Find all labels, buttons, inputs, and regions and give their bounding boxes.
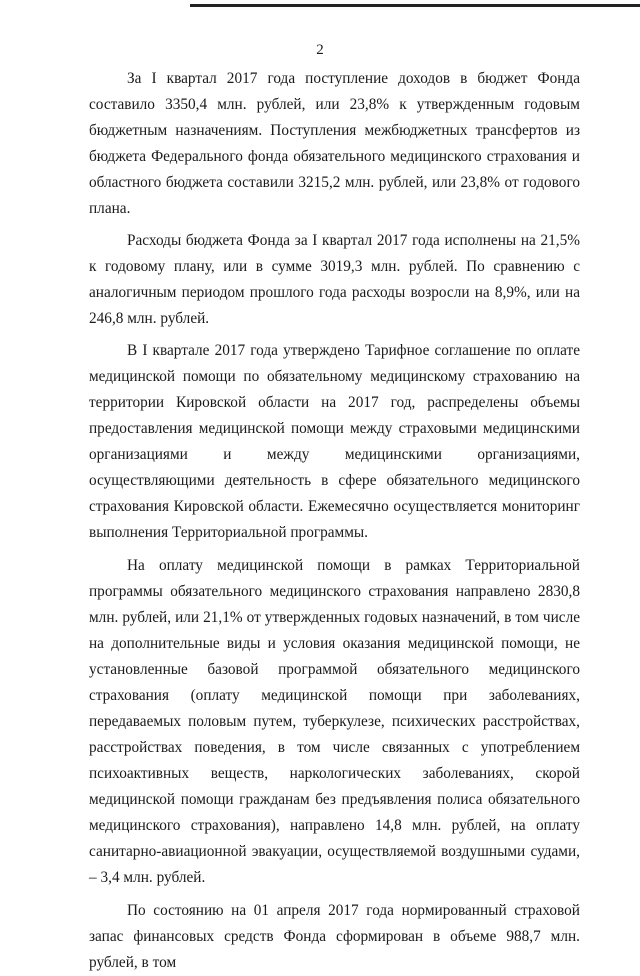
paragraph-medical-payment: На оплату медицинской помощи в рамках Территориальной программы обязательного медицинского страхования направлено 2830,8 млн. рублей, или 21,1% от утвержденных годовых назначений, в том числе на дополнительные виды и условия оказания медицинской помощи, не установленные базовой программой обязательного медицинского страхования (оплату медицинской помощи при заболеваниях, передаваемых половым путем, туберкулезе, психических расстройствах, расстройствах поведения, в том числе связанных с употреблением психоактивных веществ, наркологических заболеваниях, скорой медицинской помощи гражданам без предъявления полиса обязательного медицинского страхования), направлено 14,8 млн. рублей, на оплату санитарно-авиационной эвакуации, осуществляемой воздушными судами, – 3,4 млн. рублей.	[89, 557, 580, 886]
paragraph-expenses: Расходы бюджета Фонда за I квартал 2017 года исполнены на 21,5% к годовому плану, или в сумме 3019,3 млн. рублей. По сравнению с аналогичным периодом прошлого года расходы возросли на 8,9%, или на 246,8 млн. рублей.	[89, 232, 580, 327]
document-body	[89, 66, 580, 976]
top-border-line	[190, 4, 640, 7]
paragraph-tariff-agreement: В I квартале 2017 года утверждено Тарифное соглашение по оплате медицинской помощи по обязательному медицинскому страхованию на территории Кировской области на 2017 год, распределены объемы предоставления медицинской помощи между страховыми медицинскими организациями и между медицинскими организациями, осуществляющими деятельность в сфере обязательного медицинского страхования Кировской области. Ежемесячно осуществляется мониторинг выполнения Территориальной программы.	[89, 342, 580, 541]
paragraph-insurance-reserve: По состоянию на 01 апреля 2017 года нормированный страховой запас финансовых средств Фонда сформирован в объеме 988,7 млн. рублей, в том	[89, 902, 580, 971]
paragraph-revenue: За I квартал 2017 года поступление доходов в бюджет Фонда составило 3350,4 млн. рублей, или 23,8% к утвержденным годовым бюджетным назначениям. Поступления межбюджетных трансфертов из бюджета Федерального фонда обязательного медицинского страхования и областного бюджета составили 3215,2 млн. рублей, или 23,8% от годового плана.	[89, 70, 580, 217]
page-number: 2	[316, 42, 324, 58]
